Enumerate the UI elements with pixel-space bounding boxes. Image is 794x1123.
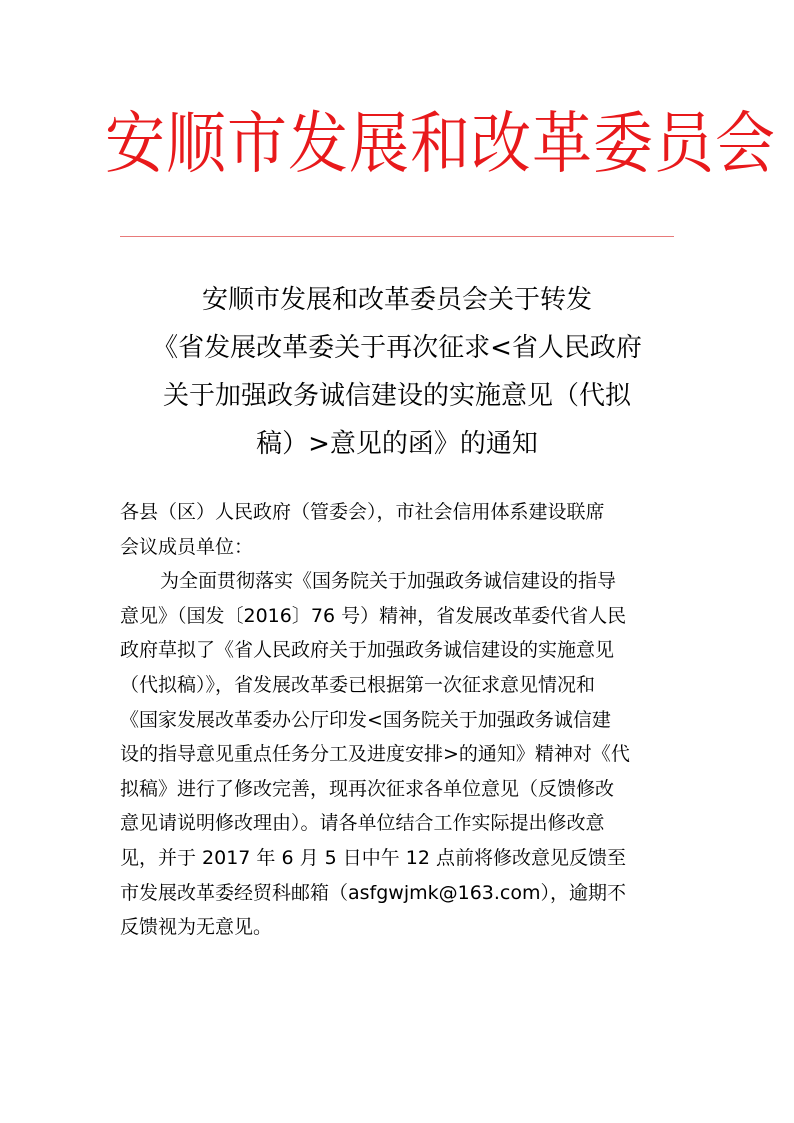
document-body (120, 495, 680, 945)
body-line: 《国家发展改革委办公厅印发<国务院关于加强政务诚信建 (120, 708, 611, 731)
addressee-line: 会议成员单位： (120, 535, 254, 558)
title-line: 稿）>意见的函》的通知 (256, 429, 538, 459)
masthead-divider (120, 236, 674, 237)
document-title (120, 276, 674, 468)
title-line: 《省发展改革委关于再次征求<省人民政府 (152, 333, 642, 363)
title-line: 安顺市发展和改革委员会关于转发 (201, 285, 592, 315)
body-line: 意见请说明修改理由）。请各单位结合工作实际提出修改意 (120, 812, 605, 835)
body-line: （代拟稿）》，省发展改革委已根据第一次征求意见情况和 (120, 673, 596, 696)
body-line: 反馈视为无意见。 (120, 916, 273, 939)
body-line: 意见》（国发〔2016〕76 号）精神，省发展改革委代省人民 (120, 604, 627, 627)
masthead-title: 安顺市发展和改革委员会 (105, 104, 776, 184)
body-line: 设的指导意见重点任务分工及进度安排>的通知》精神对《代 (120, 743, 630, 766)
title-line: 关于加强政务诚信建设的实施意见（代拟 (162, 381, 631, 411)
body-line: 政府草拟了《省人民政府关于加强政务诚信建设的实施意见 (120, 639, 615, 662)
addressee-line: 各县（区）人民政府（管委会），市社会信用体系建设联席 (120, 501, 605, 523)
body-line: 市发展改革委经贸科邮箱（asfgwjmk@163.com），逾期不 (120, 881, 627, 904)
body-line: 为全面贯彻落实《国务院关于加强政务诚信建设的指导 (160, 570, 617, 593)
body-line: 拟稿》进行了修改完善，现再次征求各单位意见（反馈修改 (120, 777, 615, 800)
body-line: 见，并于 2017 年 6 月 5 日中午 12 点前将修改意见反馈至 (120, 846, 627, 869)
